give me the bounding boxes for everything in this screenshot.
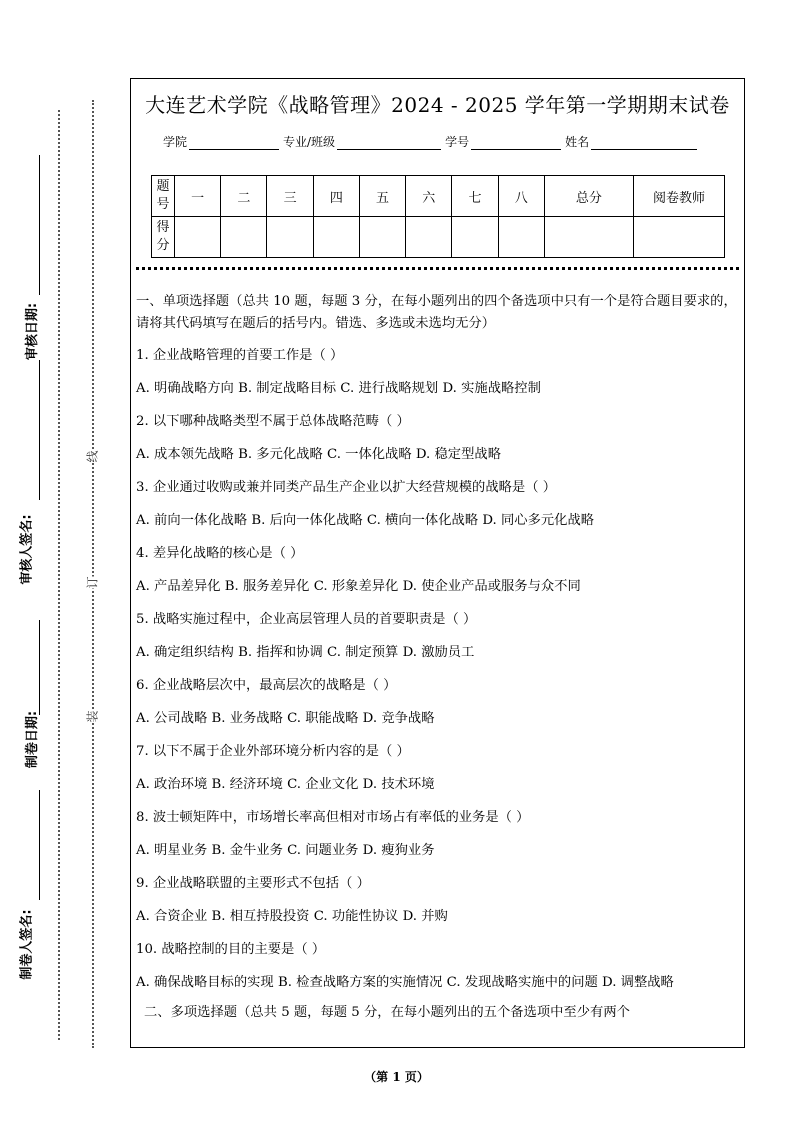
score-col-4: 四 <box>313 176 359 217</box>
question-1-options: A. 明确战略方向 B. 制定战略目标 C. 进行战略规划 D. 实施战略控制 <box>136 381 541 396</box>
score-cell[interactable] <box>267 217 313 258</box>
college-field[interactable] <box>189 136 279 150</box>
score-col-6: 六 <box>406 176 452 217</box>
score-cell[interactable] <box>313 217 359 258</box>
score-cell-total[interactable] <box>544 217 633 258</box>
score-col-total: 总分 <box>544 176 633 217</box>
student-id-field[interactable] <box>471 136 561 150</box>
score-col-grader: 阅卷教师 <box>634 176 725 217</box>
question-1: 1. 企业战略管理的首要工作是（ ） <box>136 348 344 363</box>
binding-char-line: 线 <box>82 450 103 462</box>
question-8: 8. 波士顿矩阵中，市场增长率高但相对市场占有率低的业务是（ ） <box>136 810 530 825</box>
creator-date-label: 制卷日期: <box>25 710 41 769</box>
score-label: 得分 <box>152 217 175 258</box>
question-number-label: 题号 <box>152 176 175 217</box>
question-2: 2. 以下哪种战略类型不属于总体战略范畴（ ） <box>136 414 410 429</box>
major-class-field[interactable] <box>337 136 441 150</box>
student-info-row <box>163 133 701 150</box>
score-col-7: 七 <box>452 176 498 217</box>
score-cell[interactable] <box>452 217 498 258</box>
exam-frame <box>130 78 745 1048</box>
score-col-8: 八 <box>498 176 544 217</box>
question-2-options: A. 成本领先战略 B. 多元化战略 C. 一体化战略 D. 稳定型战略 <box>136 447 501 462</box>
score-col-2: 二 <box>221 176 267 217</box>
question-7-options: A. 政治环境 B. 经济环境 C. 企业文化 D. 技术环境 <box>136 777 435 792</box>
question-5: 5. 战略实施过程中，企业高层管理人员的首要职责是（ ） <box>136 612 477 627</box>
score-col-3: 三 <box>267 176 313 217</box>
question-7: 7. 以下不属于企业外部环境分析内容的是（ ） <box>136 744 410 759</box>
question-3-options: A. 前向一体化战略 B. 后向一体化战略 C. 横向一体化战略 D. 同心多元化战略 <box>136 513 595 528</box>
creator-signature-label: 制卷人签名: <box>19 909 35 980</box>
question-4-options: A. 产品差异化 B. 服务差异化 C. 形象差异化 D. 使企业产品或服务与众不同 <box>136 579 581 594</box>
section-2-heading: 二、多项选择题（总共 5 题，每题 5 分，在每小题列出的五个备选项中至少有两个 <box>144 1005 630 1020</box>
question-5-options: A. 确定组织结构 B. 指挥和协调 C. 制定预算 D. 激励员工 <box>136 645 475 660</box>
score-col-1: 一 <box>175 176 221 217</box>
score-cell[interactable] <box>498 217 544 258</box>
score-table <box>151 175 725 258</box>
creator-signature-blank <box>39 790 40 900</box>
reviewer-signature-blank <box>39 360 40 500</box>
score-cell[interactable] <box>221 217 267 258</box>
question-9: 9. 企业战略联盟的主要形式不包括（ ） <box>136 876 370 891</box>
major-class-label: 专业/班级 <box>283 135 336 149</box>
question-10-options: A. 确保战略目标的实现 B. 检查战略方案的实施情况 C. 发现战略实施中的问题 D. 调整战略 <box>136 975 674 990</box>
student-id-label: 学号 <box>445 135 470 149</box>
question-8-options: A. 明星业务 B. 金牛业务 C. 问题业务 D. 瘦狗业务 <box>136 843 435 858</box>
college-label: 学院 <box>163 135 188 149</box>
section-1-content <box>136 291 739 1024</box>
dotted-separator <box>136 267 739 270</box>
creator-date-blank <box>39 620 40 715</box>
binding-char-pack: 装 <box>82 710 103 722</box>
score-cell-grader[interactable] <box>634 217 725 258</box>
question-4: 4. 差异化战略的核心是（ ） <box>136 546 304 561</box>
score-table-header-row <box>152 176 725 217</box>
margin-dotted-line-outer <box>58 110 60 1040</box>
score-col-5: 五 <box>359 176 405 217</box>
name-label: 姓名 <box>565 135 590 149</box>
question-9-options: A. 合资企业 B. 相互持股投资 C. 功能性协议 D. 并购 <box>136 909 448 924</box>
score-table-score-row <box>152 217 725 258</box>
question-6-options: A. 公司战略 B. 业务战略 C. 职能战略 D. 竞争战略 <box>136 711 435 726</box>
score-cell[interactable] <box>406 217 452 258</box>
question-6: 6. 企业战略层次中，最高层次的战略是（ ） <box>136 678 397 693</box>
question-10: 10. 战略控制的目的主要是（ ） <box>136 942 326 957</box>
question-3: 3. 企业通过收购或兼并同类产品生产企业以扩大经营规模的战略是（ ） <box>136 480 557 495</box>
section-1-heading: 一、单项选择题（总共 10 题，每题 3 分，在每小题列出的四个备选项中只有一个是符合题目要求的，请将其代码填写在题后的括号内。错选、多选或未选均无分） <box>136 294 737 331</box>
name-field[interactable] <box>591 136 697 150</box>
reviewer-signature-label: 审核人签名: <box>19 514 35 585</box>
page-number: （第 1 页） <box>364 1070 429 1084</box>
score-cell[interactable] <box>359 217 405 258</box>
exam-title: 大连艺术学院《战略管理》2024 - 2025 学年第一学期期末试卷 <box>145 93 730 117</box>
reviewer-date-blank <box>39 155 40 295</box>
binding-char-order: 订 <box>82 576 103 588</box>
margin-dotted-line-inner <box>92 100 94 1048</box>
reviewer-date-label: 审核日期: <box>25 302 41 361</box>
score-cell[interactable] <box>175 217 221 258</box>
